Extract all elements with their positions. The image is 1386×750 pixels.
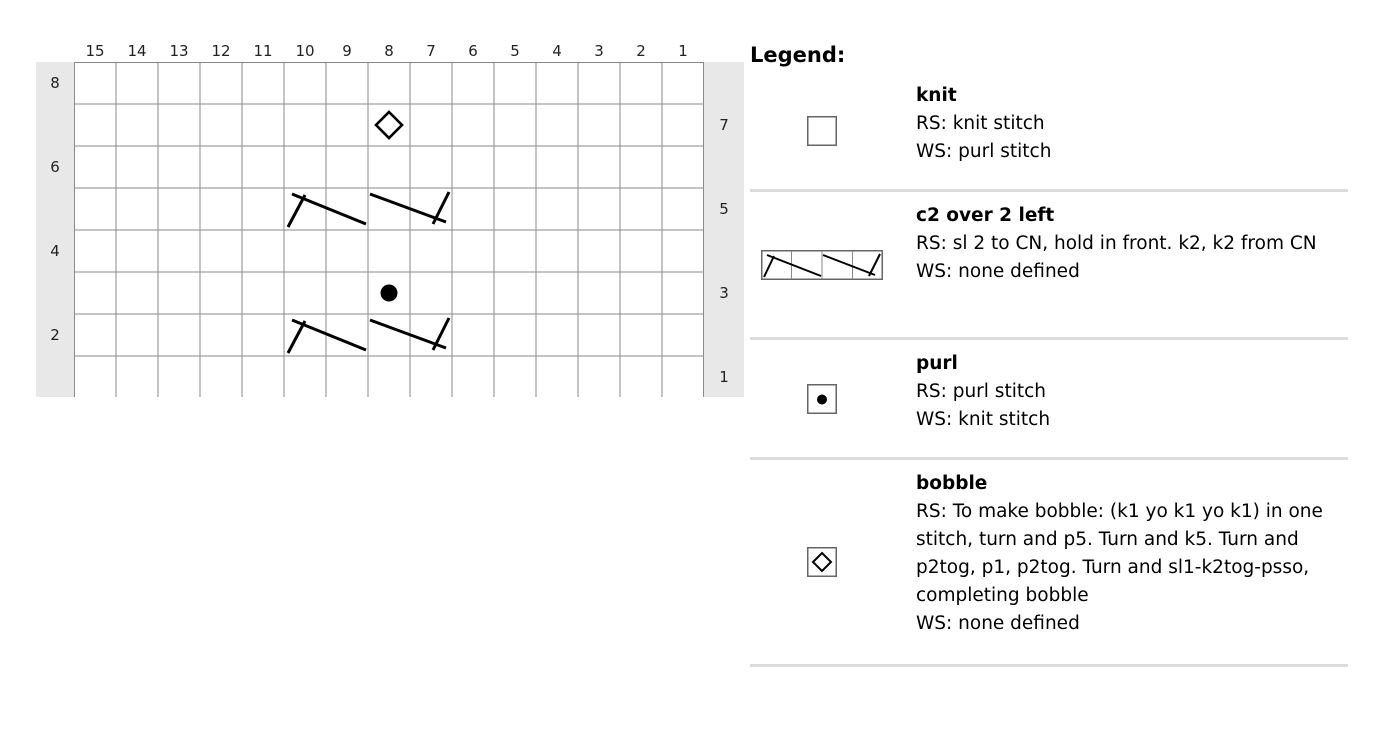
row-number: 7 (719, 116, 729, 134)
column-number: 8 (384, 42, 394, 60)
bobble-icon (807, 547, 837, 577)
legend-entry-knit (750, 72, 1348, 192)
row-number: 4 (50, 242, 60, 260)
column-number: 12 (211, 42, 231, 60)
cable-c2-over-2-left-icon (761, 250, 883, 280)
column-number: 4 (552, 42, 562, 60)
row-number: 1 (719, 368, 729, 386)
legend-name: bobble (916, 473, 988, 494)
column-number: 6 (468, 42, 478, 60)
purl-symbol (381, 285, 398, 302)
purl-icon (807, 384, 837, 414)
row-number: 6 (50, 158, 60, 176)
legend-name: purl (916, 353, 958, 374)
column-number: 3 (594, 42, 604, 60)
legend-rs: RS: knit stitch (916, 113, 1045, 134)
legend-entry-c2-over-2-left (750, 192, 1348, 340)
legend-title: Legend: (750, 43, 846, 67)
column-number: 9 (342, 42, 352, 60)
column-number: 1 (678, 42, 688, 60)
legend-rs: RS: To make bobble: (k1 yo k1 yo k1) in one stitch, turn and p5. Turn and k5. Turn and p2tog, p1, p2tog. Turn and sl1-k2tog-psso, completing bobble (916, 501, 1323, 606)
row-number: 8 (50, 74, 60, 92)
column-number: 15 (85, 42, 105, 60)
row-number: 3 (719, 284, 729, 302)
column-number: 11 (253, 42, 273, 60)
legend-entry-purl (750, 340, 1348, 460)
knit-icon (807, 116, 837, 146)
legend-ws: WS: none defined (916, 261, 1080, 282)
legend-name: knit (916, 85, 957, 106)
stitch-grid (74, 62, 704, 397)
column-number: 2 (636, 42, 646, 60)
row-number: 5 (719, 200, 729, 218)
legend (750, 38, 1348, 667)
column-number: 10 (295, 42, 315, 60)
column-number: 13 (169, 42, 189, 60)
legend-name: c2 over 2 left (916, 205, 1055, 226)
row-number: 2 (50, 326, 60, 344)
knitting-chart (36, 40, 744, 397)
legend-entry-bobble (750, 460, 1348, 667)
legend-ws: WS: purl stitch (916, 141, 1052, 162)
legend-rs: RS: sl 2 to CN, hold in front. k2, k2 from CN (916, 233, 1317, 254)
column-number: 14 (127, 42, 147, 60)
legend-ws: WS: knit stitch (916, 409, 1051, 430)
column-number: 7 (426, 42, 436, 60)
column-number: 5 (510, 42, 520, 60)
legend-ws: WS: none defined (916, 613, 1080, 634)
legend-rs: RS: purl stitch (916, 381, 1046, 402)
